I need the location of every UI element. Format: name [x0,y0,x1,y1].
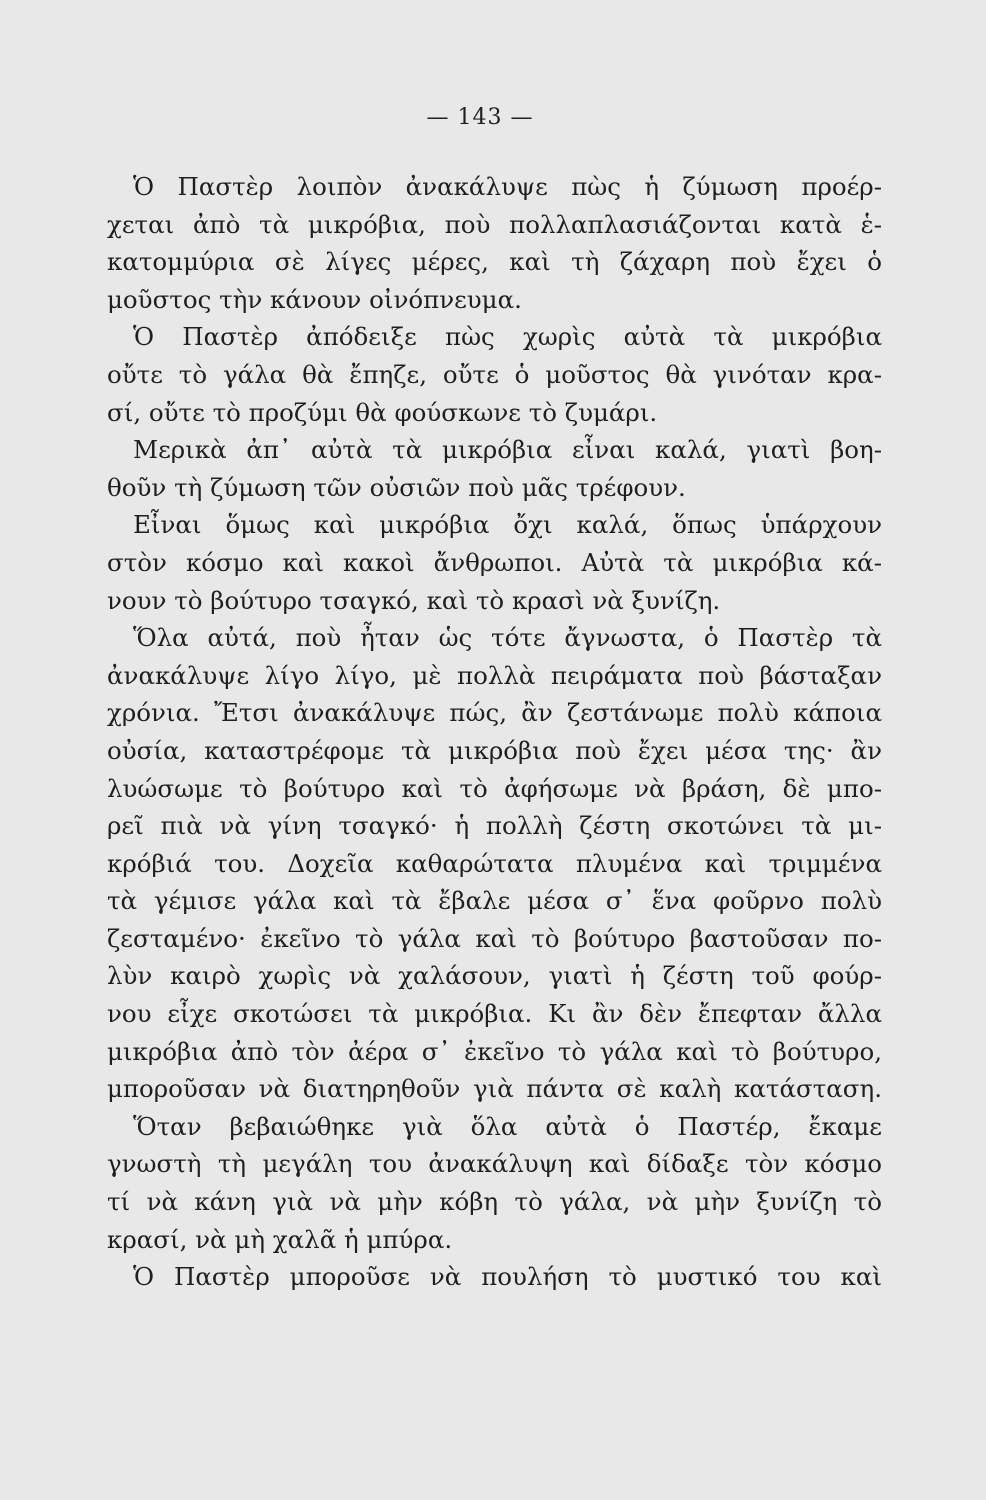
text-line: μοῦστος τὴν κάνουν οἰνόπνευμα. [107,284,522,314]
text-line: Εἶναι ὅμως καὶ μικρόβια ὄχι καλά, ὅπως ὑπάρχουν [133,510,882,540]
text-line: κατομμύρια σὲ λίγες μέρες, καὶ τὴ ζάχαρη ποὺ ἔχει ὁ [107,247,882,277]
text-line: οὔτε τὸ γάλα θὰ ἔπηζε, οὔτε ὁ μοῦστος θὰ γινόταν κρα- [107,359,882,389]
text-line: Ὁ Παστὲρ λοιπὸν ἀνακάλυψε πὼς ἡ ζύμωση προέρ- [133,172,882,201]
text-line: νου εἶχε σκοτώσει τὰ μικρόβια. Κι ἂν δὲν ἔπεφταν ἄλλα [107,999,882,1029]
text-line: Ὅταν βεβαιώθηκε γιὰ ὅλα αὐτὰ ὁ Παστέρ, ἔκαμε [133,1111,882,1141]
text-line: Ὁ Παστὲρ μποροῦσε νὰ πουλήση τὸ μυστικό του καὶ [133,1262,882,1292]
text-line: χρόνια. Ἔτσι ἀνακάλυψε πώς, ἂν ζεστάνωμε πολὺ κάποια [107,698,882,728]
text-line: μποροῦσαν νὰ διατηρηθοῦν γιὰ πάντα σὲ καλὴ κατάσταση. [107,1074,882,1104]
text-line: σί, οὔτε τὸ προζύμι θὰ φούσκωνε τὸ ζυμάρι. [107,397,658,427]
text-line: θοῦν τὴ ζύμωση τῶν οὐσιῶν ποὺ μᾶς τρέφουν. [107,472,686,502]
text-line: ρεῖ πιὰ νὰ γίνη τσαγκό· ἡ πολλὴ ζέστη σκοτώνει τὰ μι- [107,811,882,841]
text-line: Μερικὰ ἀπ᾽ αὐτὰ τὰ μικρόβια εἶναι καλά, γιατὶ βοη- [133,435,882,465]
text-line: ἀνακάλυψε λίγο λίγο, μὲ πολλὰ πειράματα ποὺ βάσταξαν [107,660,882,690]
text-line: κρόβιά του. Δοχεῖα καθαρώτατα πλυμένα καὶ τριμμένα [107,848,882,878]
text-line: γνωστὴ τὴ μεγάλη του ἀνακάλυψη καὶ δίδαξε τὸν κόσμο [107,1149,882,1179]
text-line: μικρόβια ἀπὸ τὸν ἀέρα σ᾽ ἐκεῖνο τὸ γάλα καὶ τὸ βούτυρο, [107,1036,882,1066]
body-text [107,168,882,1296]
text-line: Ὅλα αὐτά, ποὺ ἦταν ὡς τότε ἄγνωστα, ὁ Παστὲρ τὰ [133,623,882,653]
text-line: νουν τὸ βούτυρο τσαγκό, καὶ τὸ κρασὶ νὰ ξυνίζη. [107,585,721,615]
text-line: στὸν κόσμο καὶ κακοὶ ἄνθρωποι. Αὐτὰ τὰ μικρόβια κά- [107,547,882,577]
text-line: λυώσωμε τὸ βούτυρο καὶ τὸ ἀφήσωμε νὰ βράση, δὲ μπο- [107,773,882,803]
text-line: κρασί, νὰ μὴ χαλᾶ ἡ μπύρα. [107,1224,453,1254]
text-line: ζεσταμένο· ἐκεῖνο τὸ γάλα καὶ τὸ βούτυρο βαστοῦσαν πο- [107,923,882,953]
text-line: χεται ἀπὸ τὰ μικρόβια, ποὺ πολλαπλασιάζονται κατὰ ἑ- [107,209,882,239]
text-line: τί νὰ κάνη γιὰ νὰ μὴν κόβη τὸ γάλα, νὰ μὴν ξυνίζη τὸ [107,1187,882,1217]
text-line: λὺν καιρὸ χωρὶς νὰ χαλάσουν, γιατὶ ἡ ζέστη τοῦ φούρ- [107,961,882,991]
text-line: οὐσία, καταστρέφομε τὰ μικρόβια ποὺ ἔχει μέσα της· ἂν [107,735,882,765]
text-line: Ὁ Παστὲρ ἀπόδειξε πὼς χωρὶς αὐτὰ τὰ μικρόβια [133,322,882,352]
text-line: τὰ γέμισε γάλα καὶ τὰ ἔβαλε μέσα σ᾽ ἕνα φοῦρνο πολὺ [107,886,882,916]
page-number: — 143 — [426,105,534,130]
